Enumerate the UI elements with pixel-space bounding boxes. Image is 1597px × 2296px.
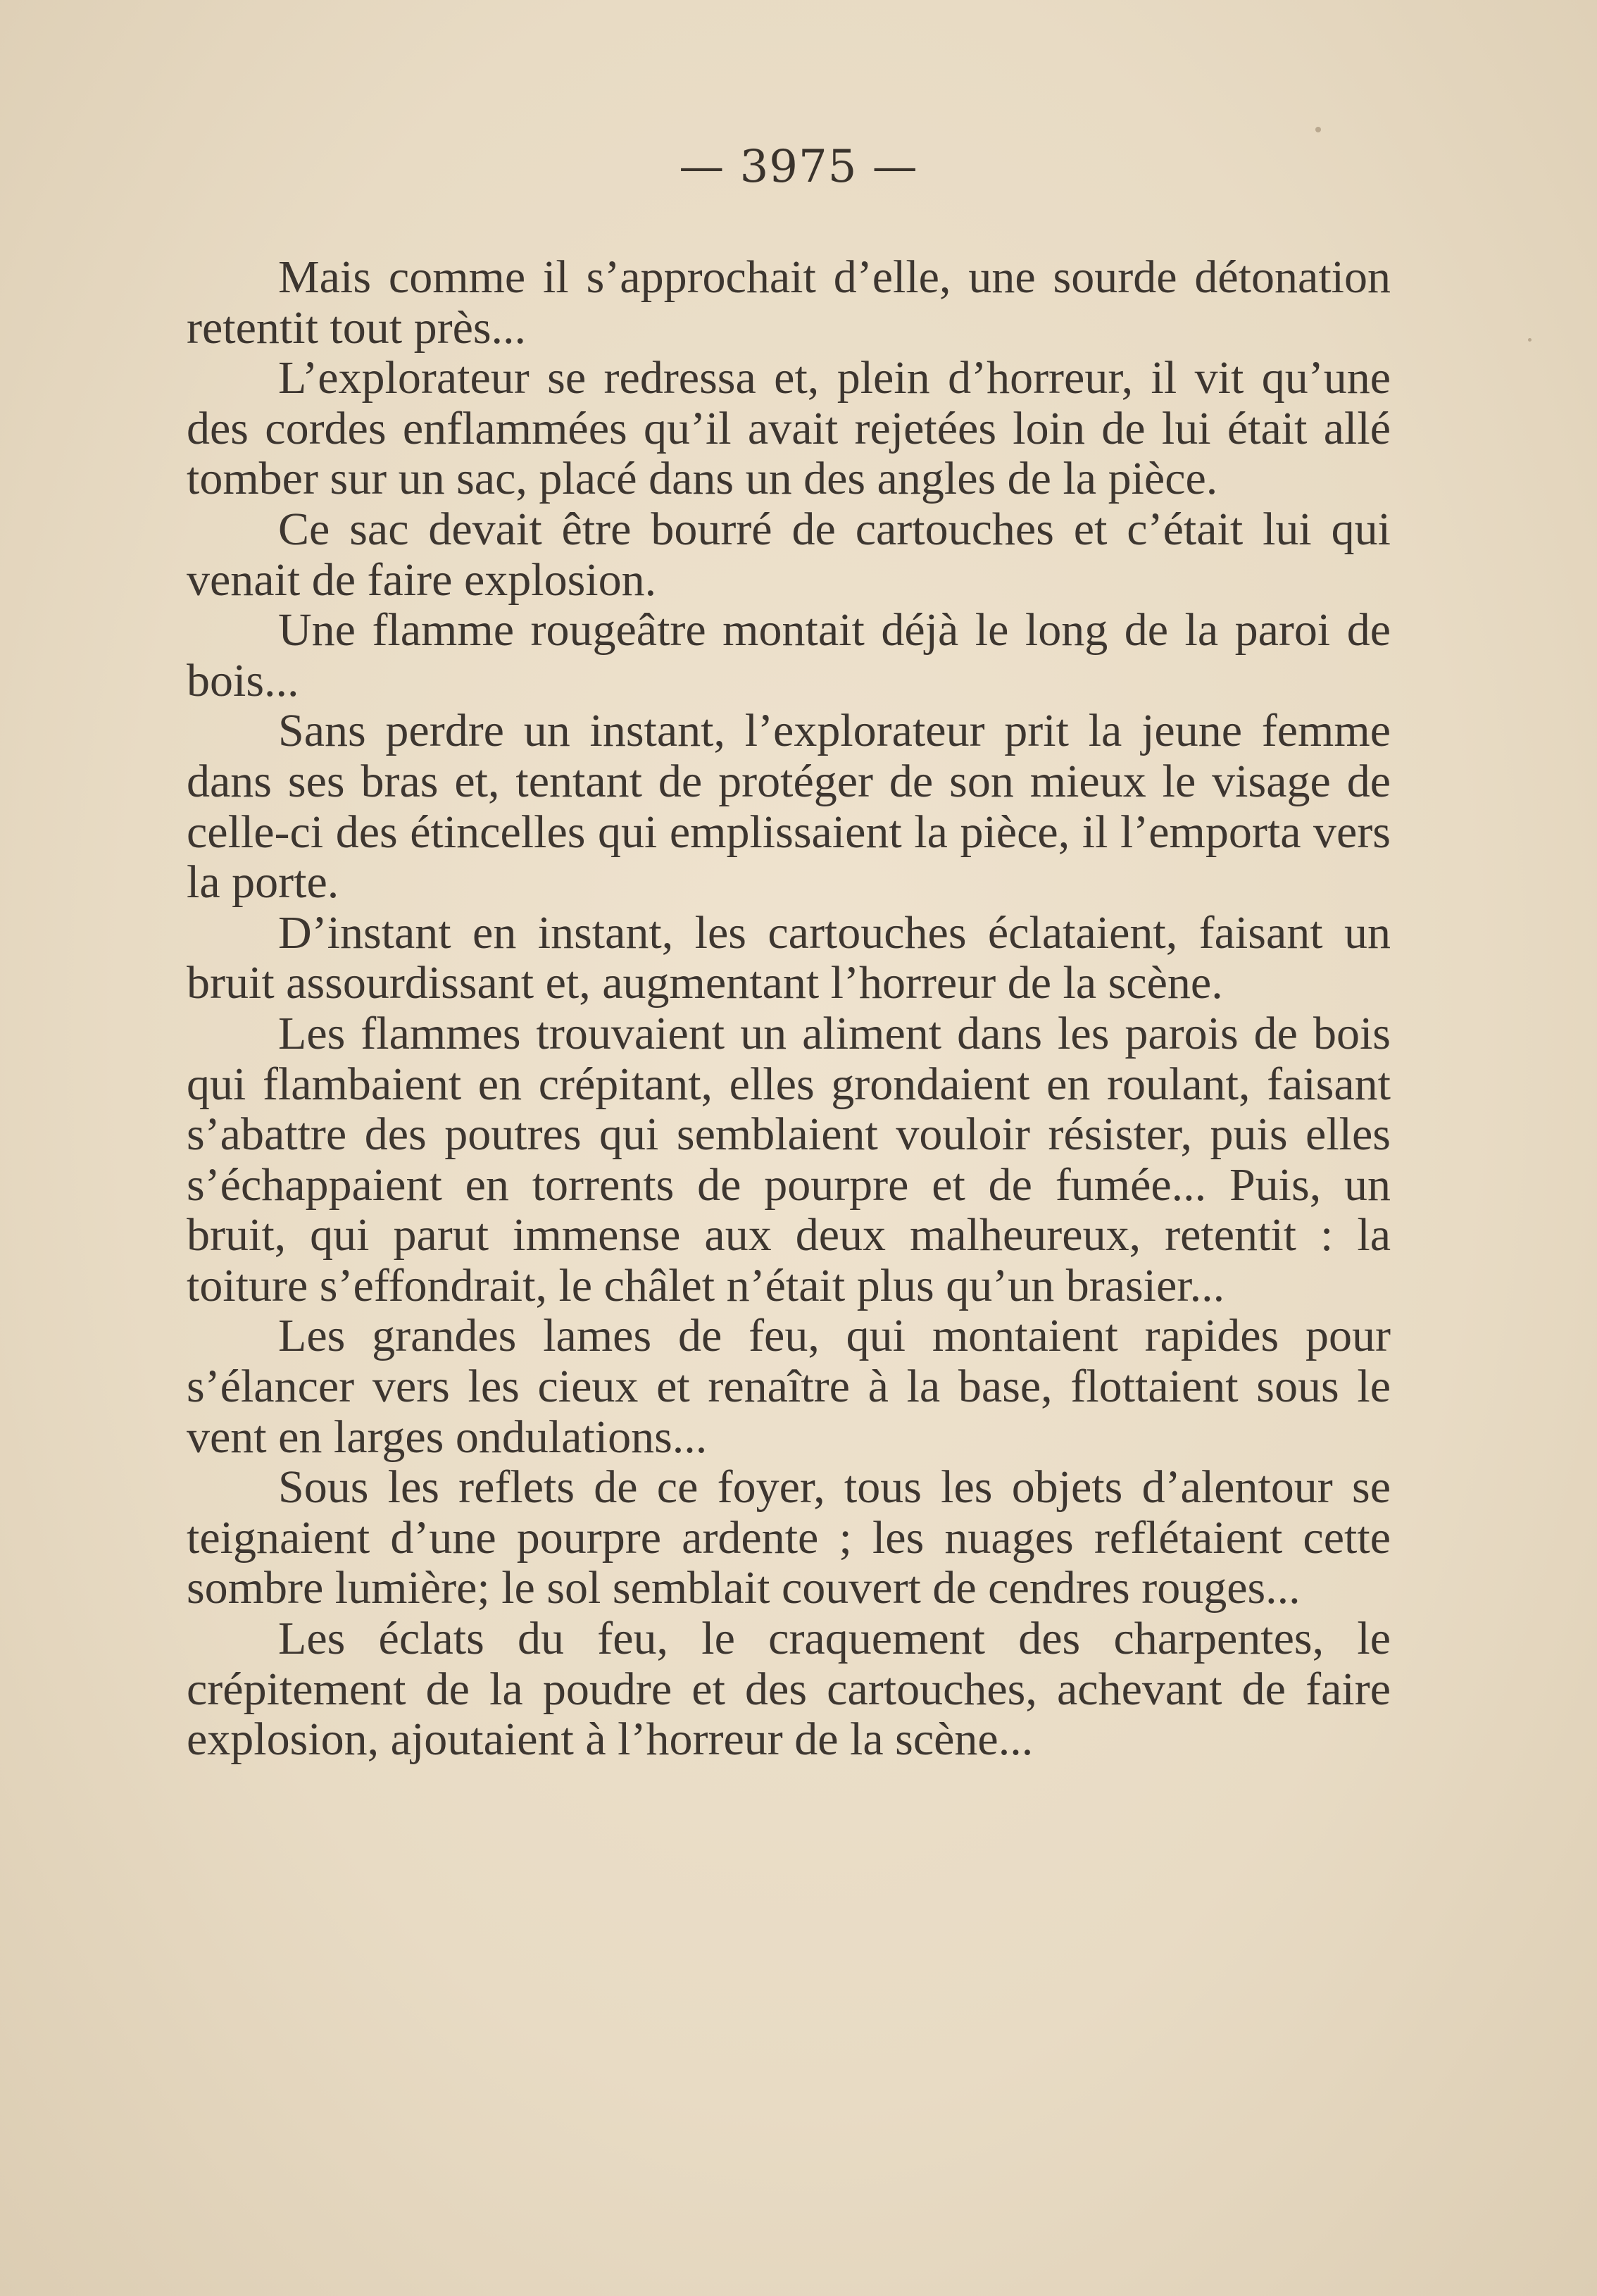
paragraph: D’instant en instant, les cartouches éclataient, faisant un bruit assourdissant et, augmentant l’horreur de la scène. xyxy=(187,906,1391,1009)
page-number: — 3975 — xyxy=(679,141,918,193)
paragraph: Ce sac devait être bourré de cartouches et c’était lui qui venait de faire explosion. xyxy=(187,503,1391,606)
paper-spot xyxy=(1528,338,1532,342)
paragraph: Sans perdre un instant, l’explorateur prit la jeune femme dans ses bras et, tentant de protéger de son mieux le visage de celle-ci des étincelles qui emplissaient la pièce, il l’emporta vers la porte. xyxy=(187,705,1391,909)
paragraph: Mais comme il s’approchait d’elle, une sourde détonation retentit tout près... xyxy=(187,251,1391,354)
paragraph: Les grandes lames de feu, qui montaient rapides pour s’élancer vers les cieux et renaître à la base, flottaient sous le vent en larges ondulations... xyxy=(187,1310,1391,1463)
paragraph: Les flammes trouvaient un aliment dans les parois de bois qui flambaient en crépitant, elles grondaient en roulant, faisant s’abattre des poutres qui semblaient vouloir résister, puis elles s’échappaient en torrents de pourpre et de fumée... Puis, un bruit, qui parut immense aux deux malheureux, retentit : la toiture s’effondrait, le châlet n’était plus qu’un brasier... xyxy=(187,1007,1391,1311)
page-text xyxy=(187,252,1391,1765)
paragraph: Les éclats du feu, le craquement des charpentes, le crépitement de la poudre et des cartouches, achevant de faire explosion, ajoutaient à l’horreur de la scène... xyxy=(187,1613,1391,1766)
paragraph: L’explorateur se redressa et, plein d’horreur, il vit qu’une des cordes enflammées qu’il avait rejetées loin de lui était allé tomber sur un sac, placé dans un des angles de la pièce. xyxy=(187,352,1391,505)
paragraph: Sous les reflets de ce foyer, tous les objets d’alentour se teignaient d’une pourpre ardente ; les nuages reflétaient cette sombre lumière; le sol semblait couvert de cendres rouges... xyxy=(187,1461,1391,1614)
paper-spot xyxy=(1315,127,1321,132)
paragraph: Une flamme rougeâtre montait déjà le long de la paroi de bois... xyxy=(187,604,1391,706)
